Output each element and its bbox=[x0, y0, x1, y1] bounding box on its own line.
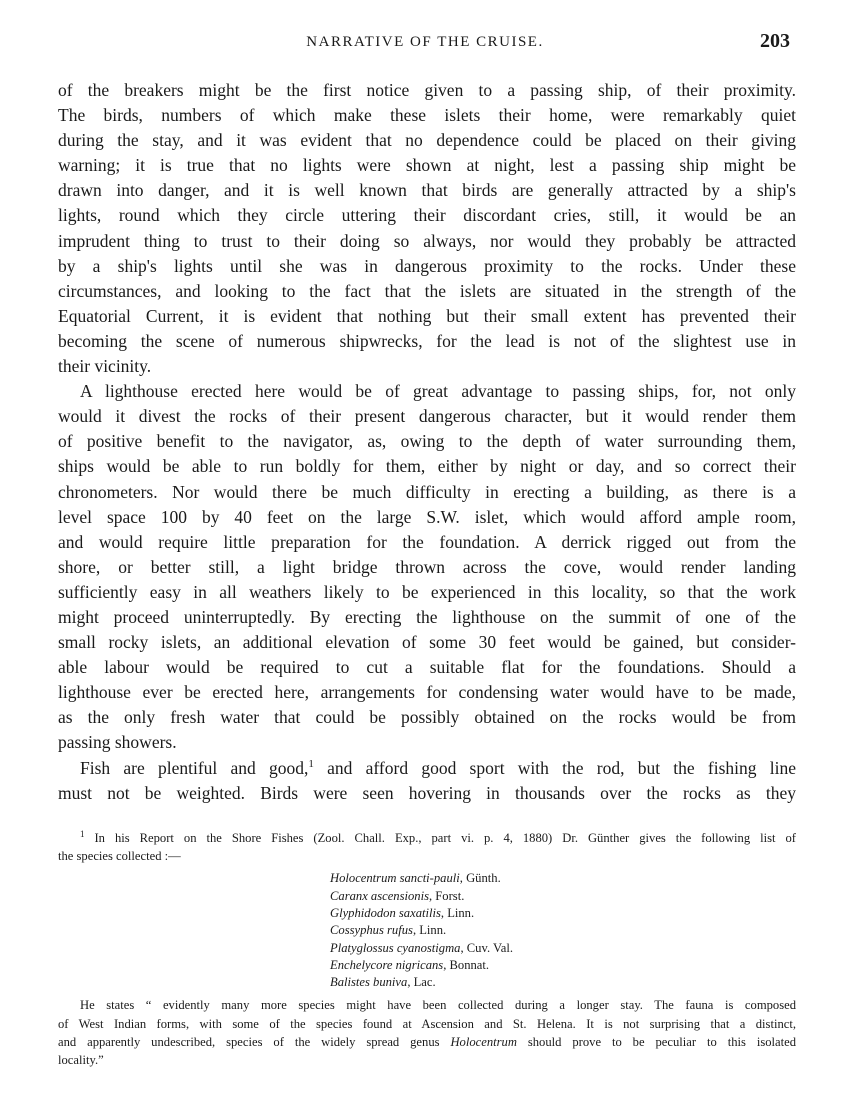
text-line: Equatorial Current, it is evident that nothing but their small extent has prevented their bbox=[58, 305, 796, 326]
text-line: of the breakers might be the first notice given to a passing ship, of their proximity. bbox=[58, 80, 796, 100]
text-line: must not be weighted. Birds were seen hovering in thousands over the rocks as they bbox=[58, 782, 796, 803]
text-line: might proceed uninterruptedly. By erecting the lighthouse on the summit of one of the bbox=[58, 606, 796, 627]
footnote-line bbox=[58, 829, 796, 847]
text-line: imprudent thing to trust to their doing so always, nor would they probably be attracted bbox=[58, 230, 796, 251]
genus-name: Holocentrum bbox=[450, 1034, 517, 1049]
footnote-line: He states “ evidently many more species might have been collected during a longer stay. The fauna is composed bbox=[80, 998, 796, 1013]
species-authority: , Cuv. Val. bbox=[460, 940, 513, 955]
species-name: Platyglossus cyanostigma bbox=[330, 940, 461, 955]
footnote-mark: 1 bbox=[80, 828, 85, 839]
footnote-line bbox=[58, 1033, 796, 1051]
species-name: Holocentrum sancti-pauli bbox=[330, 871, 460, 886]
species-name: Enchelycore nigricans bbox=[330, 957, 444, 972]
footnote-reference[interactable]: 1 bbox=[308, 757, 314, 770]
text-line: their vicinity. bbox=[58, 356, 152, 377]
species-authority: , Lac. bbox=[407, 975, 436, 990]
text-line: as the only fresh water that could be possibly obtained on the rocks would be from bbox=[58, 707, 796, 728]
text-line: A lighthouse erected here would be of great advantage to passing ships, for, not only bbox=[80, 381, 796, 402]
running-head bbox=[0, 30, 850, 56]
text-line: during the stay, and it was evident that no dependence could be placed on their giving bbox=[58, 130, 796, 151]
text-line: ships would be able to run boldly for them, either by night or day, and so correct their bbox=[58, 456, 796, 477]
text-line bbox=[58, 756, 796, 781]
species-item bbox=[330, 887, 796, 904]
text-line: warning; it is true that no lights were shown at night, lest a passing ship might be bbox=[58, 155, 796, 176]
species-item bbox=[330, 869, 796, 886]
text-line: The birds, numbers of which make these islets their home, were remarkably quiet bbox=[58, 105, 796, 126]
species-authority: , Forst. bbox=[429, 888, 465, 903]
text-line: of positive benefit to the navigator, as, owing to the depth of water surrounding them, bbox=[58, 431, 796, 452]
species-authority: , Linn. bbox=[440, 906, 475, 920]
text-span: Fish are plentiful and good, bbox=[80, 757, 309, 778]
footnote-line: of West Indian forms, with some of the species found at Ascension and St. Helena. It is not surprising that a distinct, bbox=[58, 1016, 796, 1031]
text-line: and would require little preparation for the foundation. A derrick rigged out from the bbox=[58, 531, 796, 552]
species-authority: , Günth. bbox=[459, 871, 501, 886]
body-text bbox=[58, 78, 796, 806]
species-item bbox=[330, 956, 796, 973]
text-line: circumstances, and looking to the fact that the islets are situated in the strength of the bbox=[58, 280, 796, 301]
footnote-block bbox=[58, 829, 796, 1069]
text-line: lighthouse ever be erected here, arrangements for condensing water would have to be made, bbox=[58, 682, 796, 703]
text-span: In his Report on the Shore Fishes (Zool. Chall. Exp., part vi. p. 4, 1880) Dr. Günther gives the following list of bbox=[84, 831, 796, 845]
text-line: becoming the scene of numerous shipwrecks, for the lead is not of the slightest use in bbox=[58, 330, 796, 351]
paragraph-2 bbox=[58, 379, 796, 755]
species-name: Cossyphus rufus bbox=[330, 923, 413, 938]
text-line: sufficiently easy in all weathers likely to be experienced in this locality, so that the work bbox=[58, 581, 796, 602]
species-item bbox=[330, 921, 796, 938]
text-line: drawn into danger, and it is well known that birds are generally attracted by a ship's bbox=[58, 180, 796, 201]
text-span: and afford good sport with the rod, but the fishing line bbox=[313, 757, 796, 778]
species-name: Glyphidodon saxatilis bbox=[330, 906, 441, 920]
paragraph-3 bbox=[58, 756, 796, 806]
species-item bbox=[330, 939, 796, 956]
species-item bbox=[330, 973, 796, 990]
footnote-line: locality.” bbox=[58, 1053, 104, 1068]
text-line: by a ship's lights until she was in dangerous proximity to the rocks. Under these bbox=[58, 255, 796, 276]
species-name: Balistes buniva bbox=[330, 975, 408, 990]
species-name: Caranx ascensionis bbox=[330, 888, 429, 903]
species-authority: , Bonnat. bbox=[443, 957, 490, 972]
running-title: NARRATIVE OF THE CRUISE. bbox=[306, 34, 544, 50]
text-line: able labour would be required to cut a suitable flat for the foundations. Should a bbox=[58, 657, 796, 678]
text-line: chronometers. Nor would there be much difficulty in erecting a building, as there is a bbox=[58, 481, 796, 502]
text-span: and apparently undescribed, species of the widely spread genus bbox=[58, 1034, 451, 1049]
text-line: shore, or better still, a light bridge thrown across the cove, would render landing bbox=[58, 556, 796, 577]
paragraph-1 bbox=[58, 78, 796, 379]
text-line: lights, round which they circle uttering their discordant cries, still, it would be an bbox=[58, 205, 796, 226]
species-authority: , Linn. bbox=[412, 923, 447, 938]
footnote-line: the species collected :— bbox=[58, 849, 181, 864]
text-span: should prove to be peculiar to this isolated bbox=[516, 1034, 796, 1049]
text-line: level space 100 by 40 feet on the large S.W. islet, which would afford ample room, bbox=[58, 506, 796, 527]
text-line: would it divest the rocks of their present dangerous character, but it would render them bbox=[58, 406, 796, 427]
species-list bbox=[330, 869, 796, 990]
species-item bbox=[330, 904, 796, 921]
text-line: small rocky islets, an additional elevation of some 30 feet would be gained, but consider- bbox=[58, 632, 796, 653]
text-line: passing showers. bbox=[58, 732, 177, 753]
page-number: 203 bbox=[760, 30, 790, 52]
